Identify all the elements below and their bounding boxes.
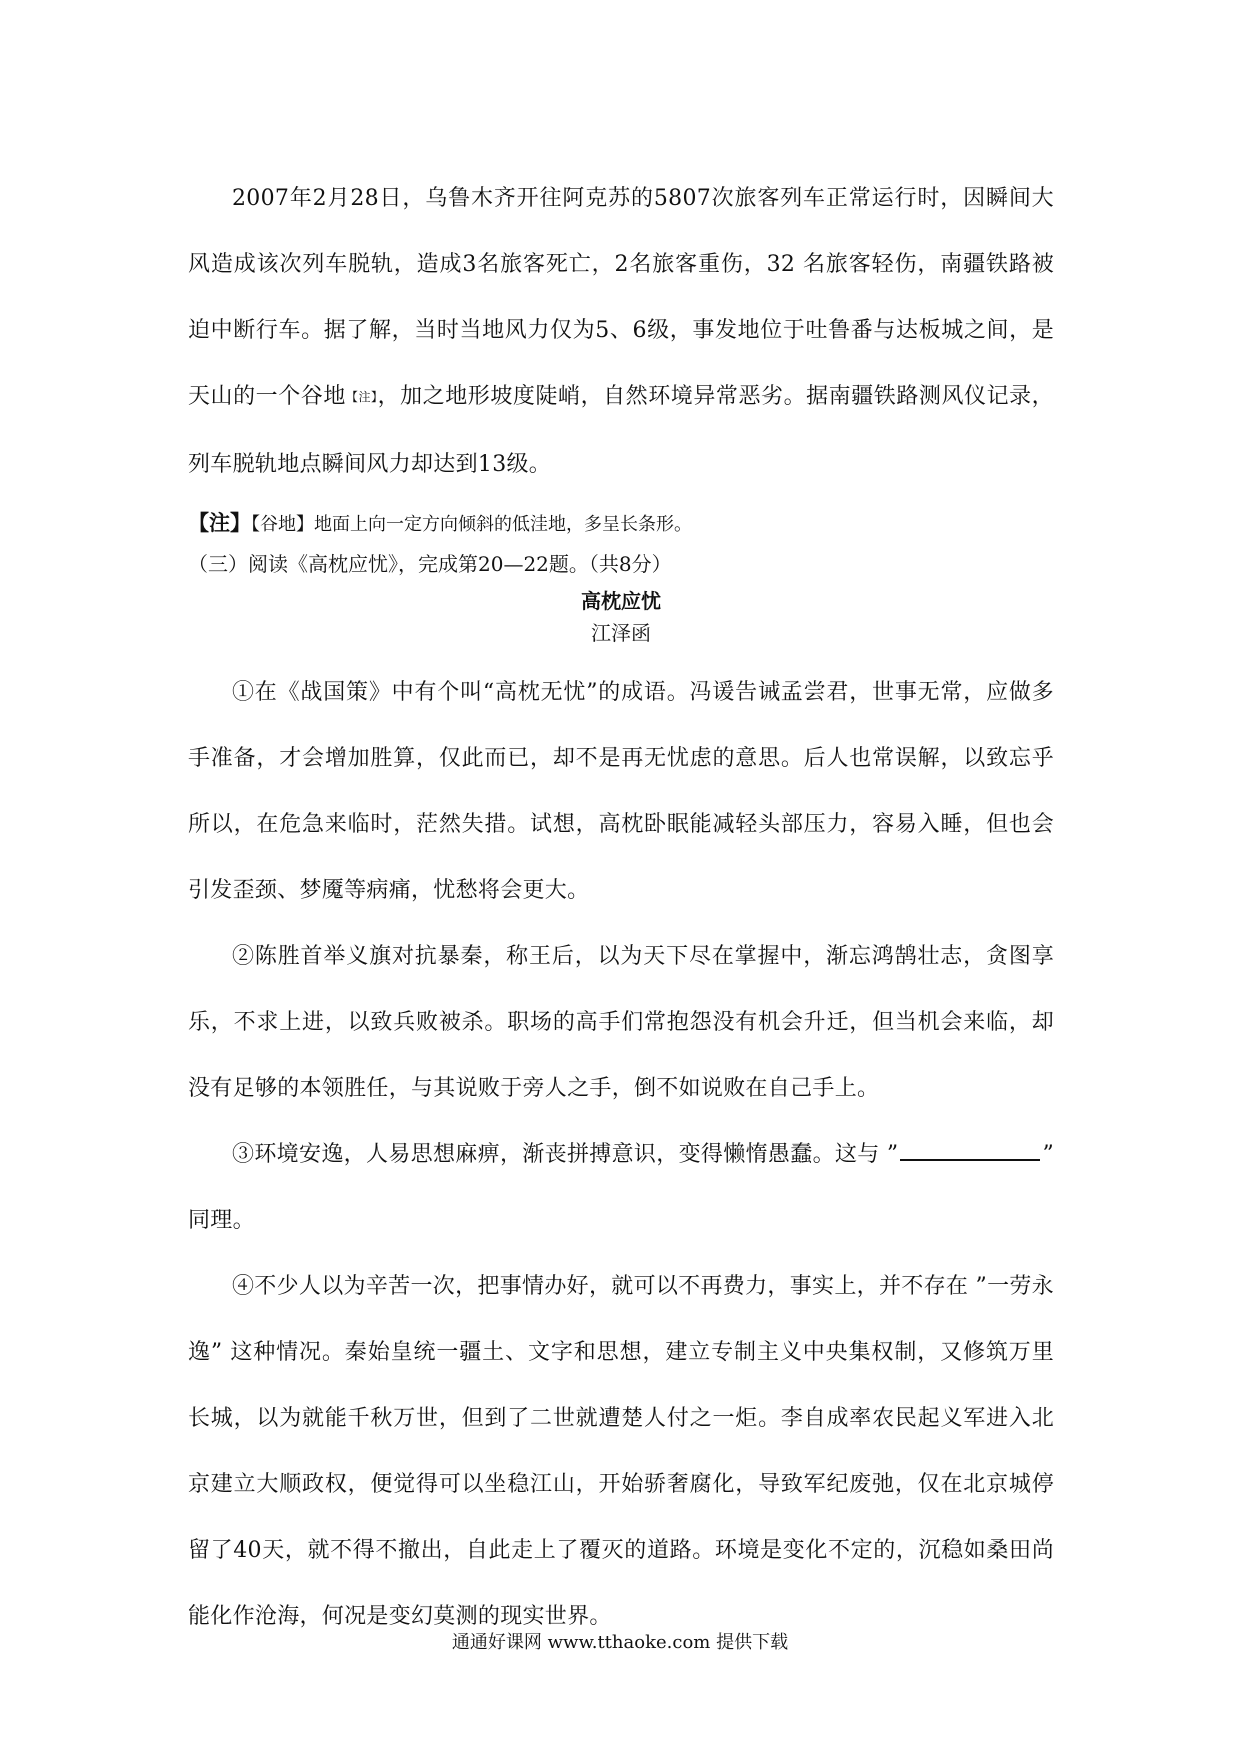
passage-text-after-note: ，加之地形坡度陡峭，自然环境异常恶劣。据南疆铁路测风仪记录，列车脱轨地点瞬间风力却达到13级。 bbox=[188, 384, 1054, 477]
passage-train-accident bbox=[188, 166, 1054, 498]
footnote-label: 【注】 bbox=[188, 510, 251, 535]
section-instruction: （三）阅读《高枕应忧》，完成第20—22题。（共8分） bbox=[188, 552, 672, 576]
fill-in-blank[interactable] bbox=[900, 1139, 1040, 1161]
article-paragraph-4: ④不少人以为辛苦一次，把事情办好，就可以不再费力，事实上，并不存在 ”一劳永逸” 这种情况。秦始皇统一疆土、文字和思想，建立专制主义中央集权制，又修筑万里长城，以为就能千秋万世，但到了二世就遭楚人付之一炬。李自成率农民起义军进入北京建立大顺政权，便觉得可以坐稳江山，开始骄奢腐化，导致军纪废弛，仅在北京城停留了40天，就不得不撤出，自此走上了覆灭的道路。环境是变化不定的，沉稳如桑田尚能化作沧海，何况是变幻莫测的现实世界。 bbox=[188, 1274, 1054, 1629]
passage-text-before-note: 2007年2月28日，乌鲁木齐开往阿克苏的5807次旅客列车正常运行时，因瞬间大风造成该次列车脱轨，造成3名旅客死亡，2名旅客重伤，32 名旅客轻伤，南疆铁路被迫中断行车。据了解，当时当地风力仅为5、6级，事发地位于吐鲁番与达板城之间，是天山的一个谷地 bbox=[188, 186, 1054, 409]
article-title: 高枕应忧 bbox=[581, 589, 661, 613]
note-marker: 【注】 bbox=[345, 390, 378, 404]
article-paragraph-2: ②陈胜首举义旗对抗暴秦，称王后，以为天下尽在掌握中，渐忘鸿鹄壮志，贪图享乐，不求上进，以致兵败被杀。职场的高手们常抱怨没有机会升迁，但当机会来临，却没有足够的本领胜任，与其说败于旁人之手，倒不如说败在自己手上。 bbox=[188, 944, 1054, 1101]
paragraph-3-text-before-blank: ③环境安逸，人易思想麻痹，渐丧拼搏意识，变得懒惰愚蠢。这与 ” bbox=[232, 1142, 899, 1167]
footnote bbox=[188, 504, 1054, 544]
article-paragraph-1: ①在《战国策》中有个叫“高枕无忧”的成语。冯谖告诫孟尝君，世事无常，应做多手准备，才会增加胜算，仅此而已，却不是再无忧虑的意思。后人也常误解，以致忘乎所以，在危急来临时，茫然失措。试想，高枕卧眠能减轻头部压力，容易入睡，但也会引发歪颈、梦魇等病痛，忧愁将会更大。 bbox=[188, 680, 1054, 903]
article-author: 江泽函 bbox=[591, 621, 651, 645]
article-paragraph-3 bbox=[188, 1122, 1054, 1254]
document-content bbox=[188, 166, 1054, 1650]
paragraph-3-text-after-blank: ” 同理。 bbox=[188, 1142, 1054, 1233]
footnote-text: 【谷地】地面上向一定方向倾斜的低洼地，多呈长条形。 bbox=[251, 514, 692, 535]
page-footer: 通通好课网 www.tthaoke.com 提供下载 bbox=[451, 1632, 789, 1653]
